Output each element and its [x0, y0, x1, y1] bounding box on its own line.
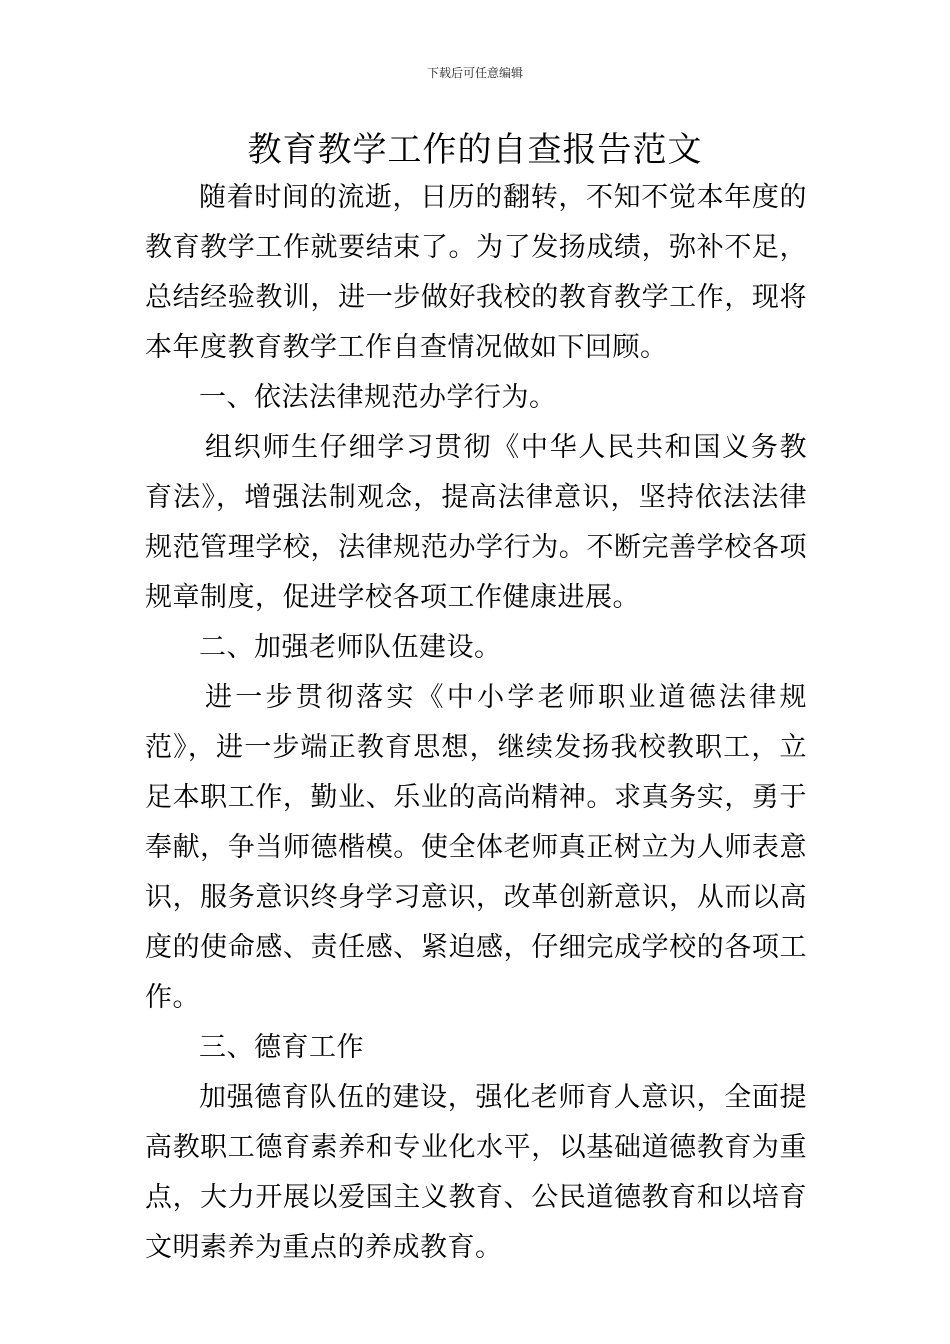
- section-2-paragraph: 进一步贯彻落实《中小学老师职业道德法律规范》，进一步端正教育思想，继续发扬我校教职工，立足本职工作，勤业、乐业的高尚精神。求真务实，勇于奉献，争当师德楷模。使全体老师真正树立为人师表意识，服务意识终身学习意识，改革创新意识，从而以高度的使命感、责任感、紧迫感，仔细完成学校的各项工作。: [145, 682, 807, 1013]
- document-body: [145, 173, 807, 1273]
- section-heading-2: 二、加强老师队伍建设。: [199, 632, 502, 663]
- document-title: 教育教学工作的自查报告范文: [247, 130, 703, 170]
- header-note: 下载后可任意编辑: [426, 66, 523, 80]
- section-heading-1: 一、依法法律规范办学行为。: [199, 382, 557, 413]
- section-1-paragraph: 组织师生仔细学习贯彻《中华人民共和国义务教育法》，增强法制观念，提高法律意识，坚持依法法律规范管理学校，法律规范办学行为。不断完善学校各项规章制度，促进学校各项工作健康进展。: [145, 432, 807, 613]
- section-3-paragraph: 加强德育队伍的建设，强化老师育人意识，全面提高教职工德育素养和专业化水平，以基础道德教育为重点，大力开展以爱国主义教育、公民道德教育和以培育文明素养为重点的养成教育。: [145, 1082, 807, 1263]
- intro-paragraph: 随着时间的流逝，日历的翻转，不知不觉本年度的教育教学工作就要结束了。为了发扬成绩，弥补不足，总结经验教训，进一步做好我校的教育教学工作，现将本年度教育教学工作自查情况做如下回顾。: [145, 182, 807, 363]
- section-heading-3: 三、德育工作: [199, 1032, 364, 1063]
